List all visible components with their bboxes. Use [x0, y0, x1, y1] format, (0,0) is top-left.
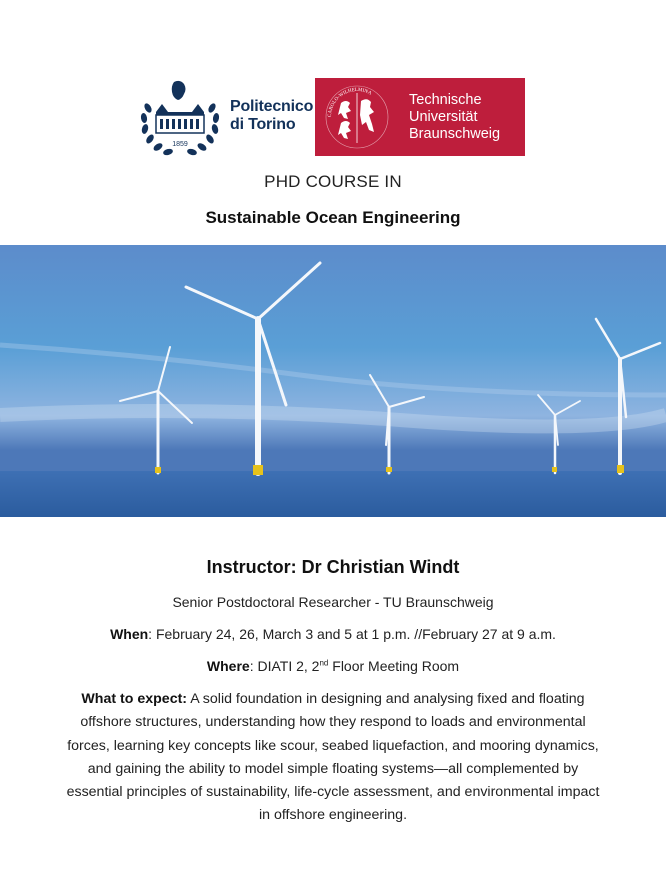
hero-image-wind-turbines — [0, 245, 666, 517]
course-description — [60, 688, 606, 828]
svg-text:CAROLO-WILHELMINA: CAROLO-WILHELMINA — [327, 87, 373, 118]
instructor-name: Instructor: Dr Christian Windt — [206, 557, 460, 577]
wind-turbines-illustration — [0, 245, 666, 517]
polito-name-line2: di Torino — [230, 116, 296, 133]
course-subtitle: PHD COURSE IN — [264, 172, 402, 191]
course-title: Sustainable Ocean Engineering — [205, 208, 461, 227]
polito-wordmark — [230, 98, 313, 134]
tubs-name-line2: Universität — [409, 109, 478, 125]
logos-header — [0, 76, 666, 160]
where-value-pre: : DIATI 2, 2 — [249, 658, 320, 674]
course-location — [0, 658, 666, 674]
course-schedule — [0, 626, 666, 642]
when-label: When — [110, 626, 149, 642]
when-value: : February 24, 26, March 3 and 5 at 1 p.m. //February 27 at 9 a.m. — [148, 626, 556, 642]
where-value-post: Floor Meeting Room — [328, 658, 460, 674]
tubs-name-line1: Technische — [409, 92, 482, 108]
tubs-logo — [315, 78, 525, 156]
polito-seal-icon — [138, 78, 222, 158]
expect-text: A solid foundation in designing and analysing fixed and floating offshore structures, understanding how they respond to loads and environmental forces, learning key concepts like scour, seabed liquefaction, and mooring dynamics, and gaining the ability to model simple floating systems—all complemented by essential principles of sustainability, life-cycle assessment, and environmental impact in offshore engineering. — [66, 691, 600, 824]
where-ordinal-suffix: nd — [319, 658, 329, 668]
svg-text:1859: 1859 — [172, 141, 188, 148]
polito-name-line1: Politecnico — [230, 98, 314, 115]
tubs-wordmark — [409, 92, 500, 143]
tubs-name-line3: Braunschweig — [409, 126, 501, 142]
where-label: Where — [206, 658, 250, 674]
tubs-lion-seal-icon — [323, 83, 391, 151]
expect-label: What to expect: — [81, 691, 188, 707]
instructor-role: Senior Postdoctoral Researcher - TU Braunschweig — [172, 594, 494, 610]
